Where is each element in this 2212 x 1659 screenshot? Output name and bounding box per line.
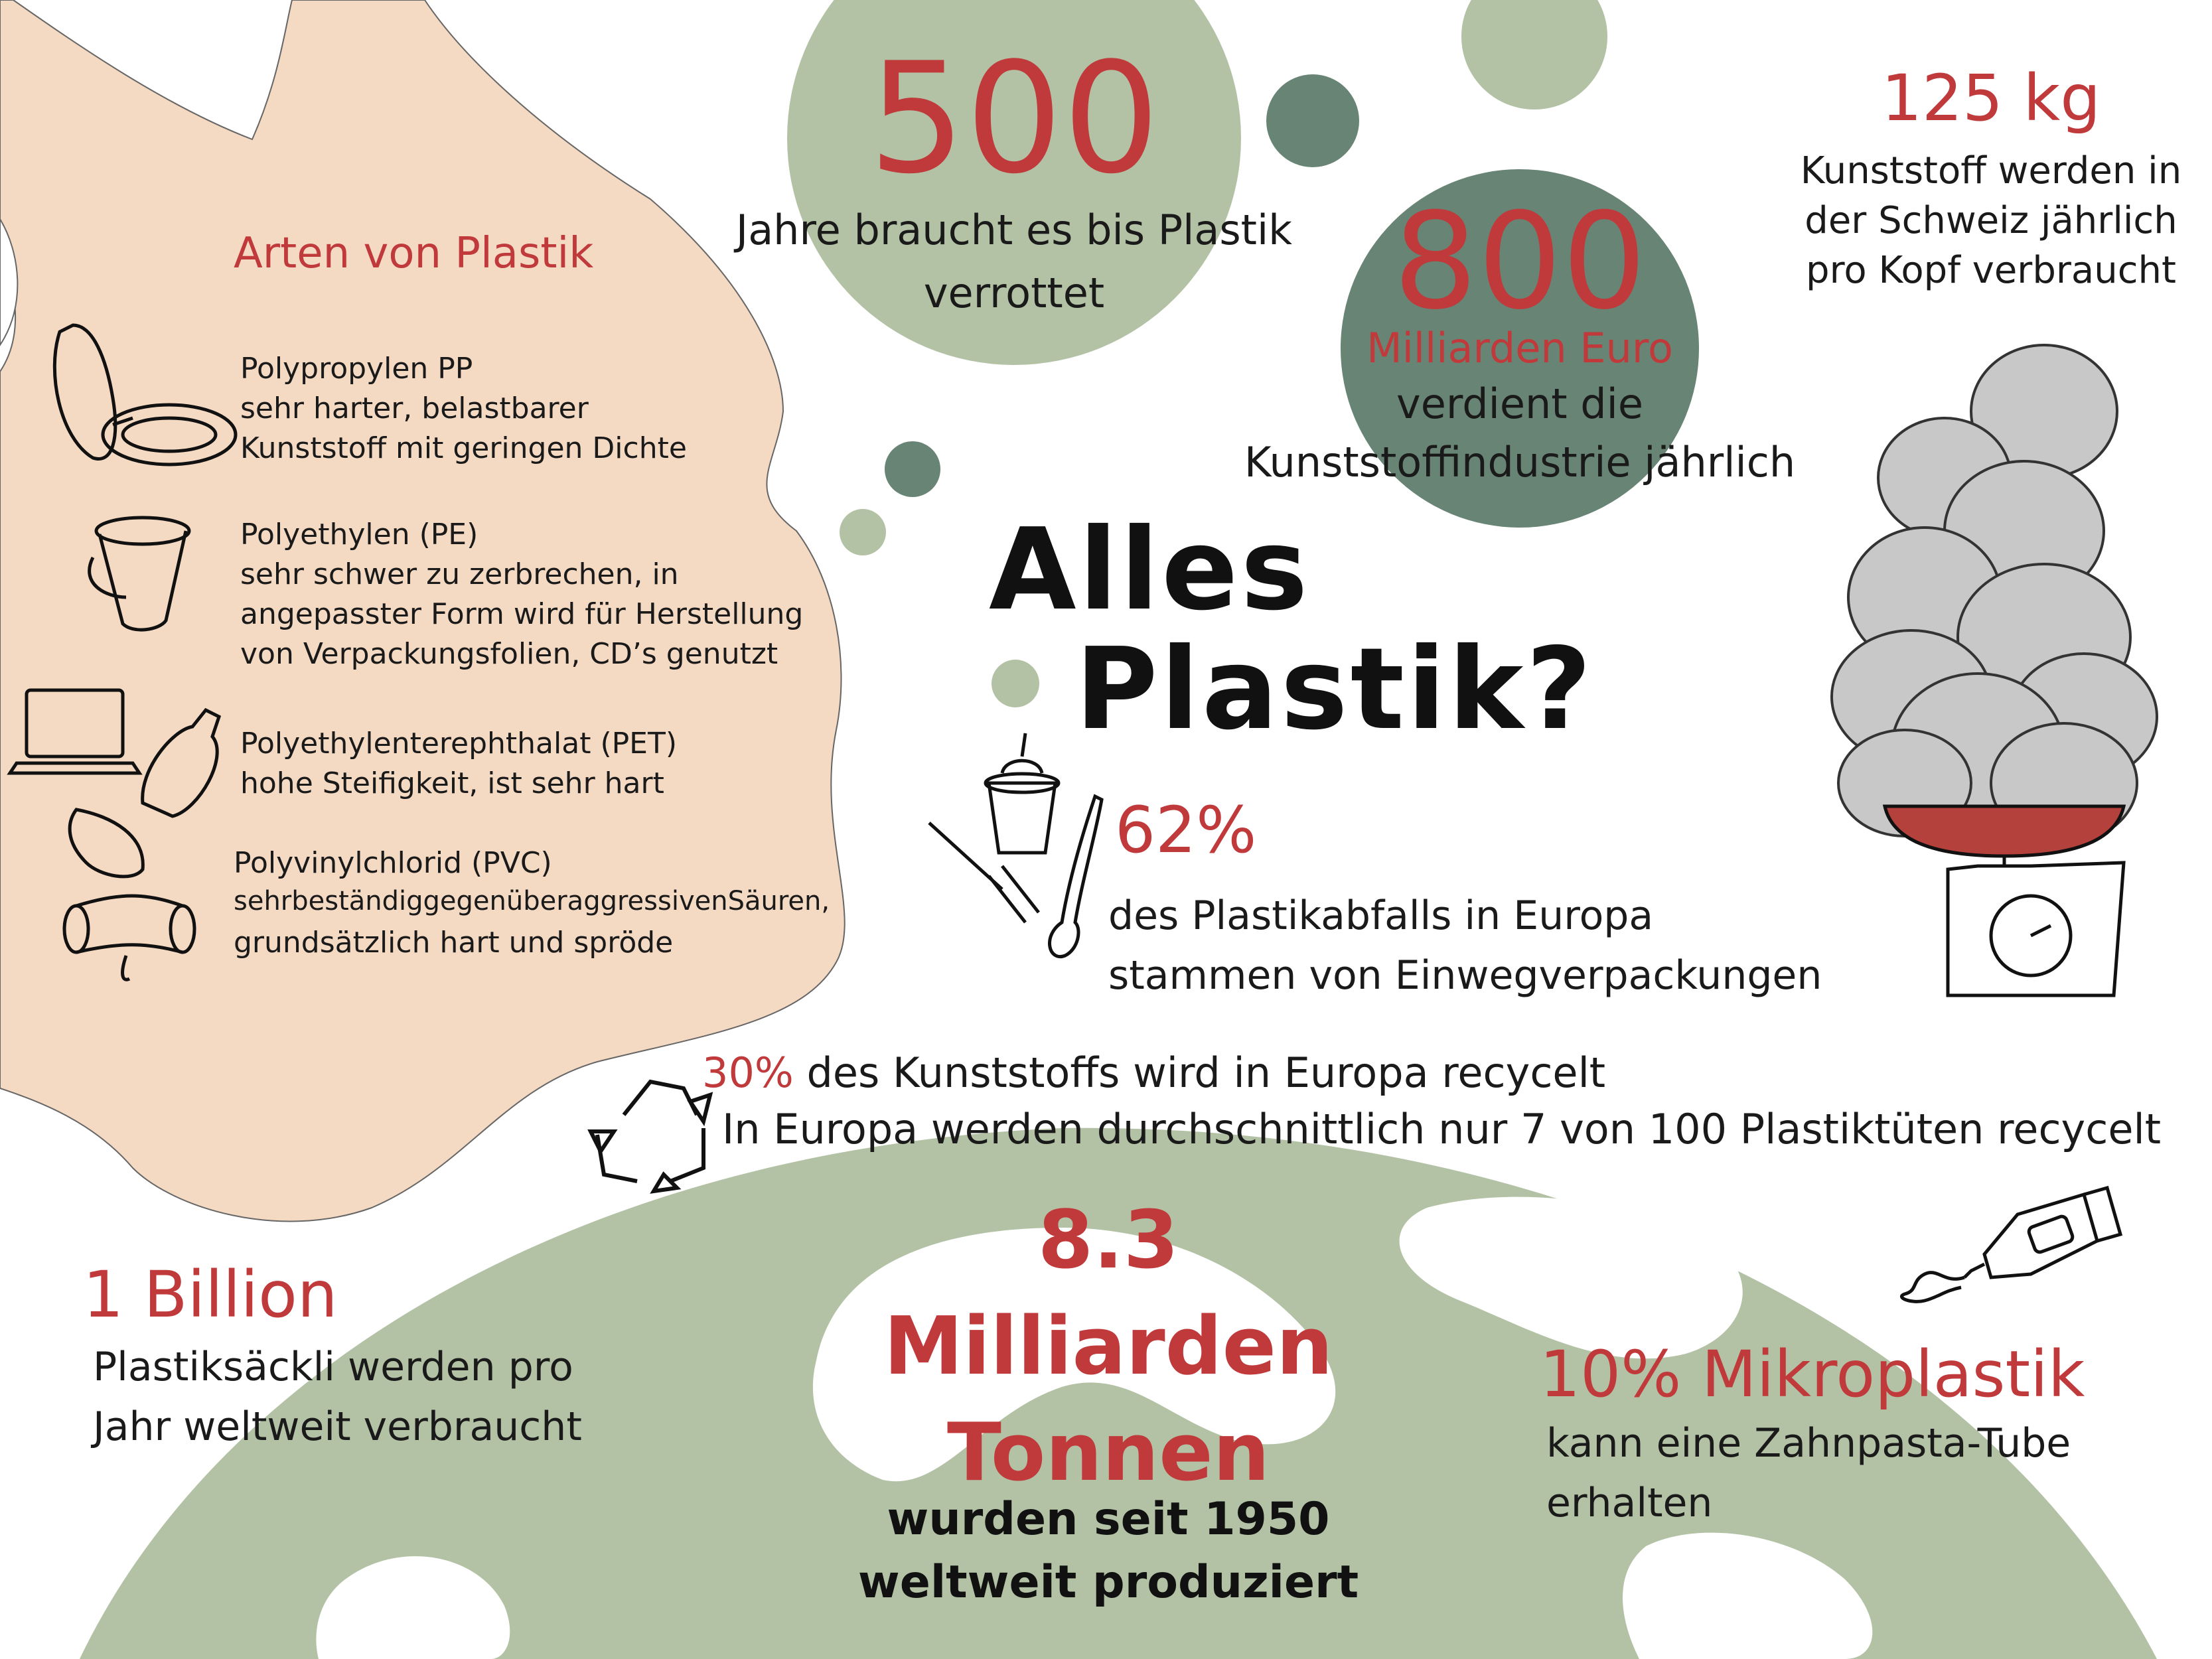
recycle-icon bbox=[591, 1082, 710, 1191]
stat-83-line-2: Milliarden bbox=[883, 1301, 1333, 1393]
stat-125-number: 125 kg bbox=[1881, 61, 2101, 135]
stat-125-line-1: Kunststoff werden in bbox=[1800, 149, 2182, 192]
stat-83-line-3: Tonnen bbox=[946, 1407, 1270, 1499]
stat-800-unit: Milliarden Euro bbox=[1366, 324, 1673, 372]
plastic-pile-icon bbox=[1832, 345, 2157, 843]
circle-dark-small bbox=[1266, 74, 1359, 167]
stat-billion-number: 1 Billion bbox=[83, 1258, 338, 1332]
type-pe-desc-1: sehr schwer zu zerbrechen, in bbox=[240, 557, 679, 591]
stat-500-line-1: Jahre braucht es bis Plastik bbox=[735, 206, 1293, 254]
toothpaste-icon bbox=[1901, 1188, 2120, 1301]
type-pe-desc-2: angepasster Form wird für Herstellung bbox=[240, 597, 804, 631]
stat-10-line-2: erhalten bbox=[1546, 1480, 1713, 1526]
type-pet-name: Polyethylenterephthalat (PET) bbox=[240, 727, 677, 760]
circle-dark-mini bbox=[885, 441, 940, 497]
stat-30-line-1 bbox=[702, 1048, 1605, 1097]
stat-83-line-1: 8.3 bbox=[1037, 1194, 1179, 1287]
stat-800-line-2: Kunststoffindustrie jährlich bbox=[1244, 438, 1796, 486]
circle-sage-mini-2 bbox=[992, 660, 1039, 707]
scale-icon bbox=[1885, 806, 2124, 995]
stat-83-sub-2: weltweit produziert bbox=[857, 1556, 1359, 1609]
circle-small-top bbox=[1461, 0, 1607, 109]
circle-sage-mini bbox=[840, 509, 886, 555]
type-pe-name: Polyethylen (PE) bbox=[240, 518, 479, 551]
stat-billion-line-1: Plastiksäckli werden pro bbox=[93, 1344, 573, 1390]
type-pp-desc-2: Kunststoff mit geringen Dichte bbox=[240, 431, 687, 465]
types-heading: Arten von Plastik bbox=[234, 229, 594, 278]
type-pvc-name: Polyvinylchlorid (PVC) bbox=[234, 846, 552, 880]
type-pp-name: Polypropylen PP bbox=[240, 352, 473, 386]
cutlery-cup-icon bbox=[929, 733, 1102, 957]
type-pp-desc-1: sehr harter, belastbarer bbox=[240, 392, 589, 425]
stat-62-number: 62% bbox=[1115, 793, 1257, 867]
stat-125-line-2: der Schweiz jährlich bbox=[1805, 199, 2177, 242]
stat-30-line-2: In Europa werden durchschnittlich nur 7 von 100 Plastiktüten recycelt bbox=[722, 1105, 2162, 1153]
stat-30-number: 30% bbox=[702, 1048, 794, 1097]
type-pvc-desc-1: sehrbeständiggegenüberaggressivenSäuren, bbox=[234, 886, 830, 916]
type-pe-desc-3: von Verpackungsfolien, CD’s genutzt bbox=[240, 637, 778, 671]
stat-62-line-2: stammen von Einwegverpackungen bbox=[1108, 952, 1822, 999]
stat-800-line-1: verdient die bbox=[1396, 380, 1643, 428]
type-pvc-desc-2: grundsätzlich hart und spröde bbox=[234, 926, 674, 960]
stat-10-number: 10% Mikroplastik bbox=[1540, 1337, 2085, 1411]
stat-billion-line-2: Jahr weltweit verbraucht bbox=[93, 1404, 582, 1450]
title-line-2: Plastik? bbox=[1075, 624, 1594, 755]
title-line-1: Alles bbox=[989, 504, 1311, 636]
stat-83-sub-1: wurden seit 1950 bbox=[887, 1493, 1330, 1546]
stat-500-line-2: verrottet bbox=[923, 269, 1105, 317]
stat-500-number: 500 bbox=[868, 31, 1160, 208]
stat-62-line-1: des Plastikabfalls in Europa bbox=[1108, 893, 1654, 939]
stat-800-number: 800 bbox=[1393, 184, 1647, 339]
stat-125-line-3: pro Kopf verbraucht bbox=[1806, 249, 2176, 292]
stat-10-line-1: kann eine Zahnpasta-Tube bbox=[1546, 1420, 2071, 1467]
stat-30-text: des Kunststoffs wird in Europa recycelt bbox=[793, 1048, 1606, 1097]
type-pet-desc-1: hohe Steifigkeit, ist sehr hart bbox=[240, 766, 664, 800]
